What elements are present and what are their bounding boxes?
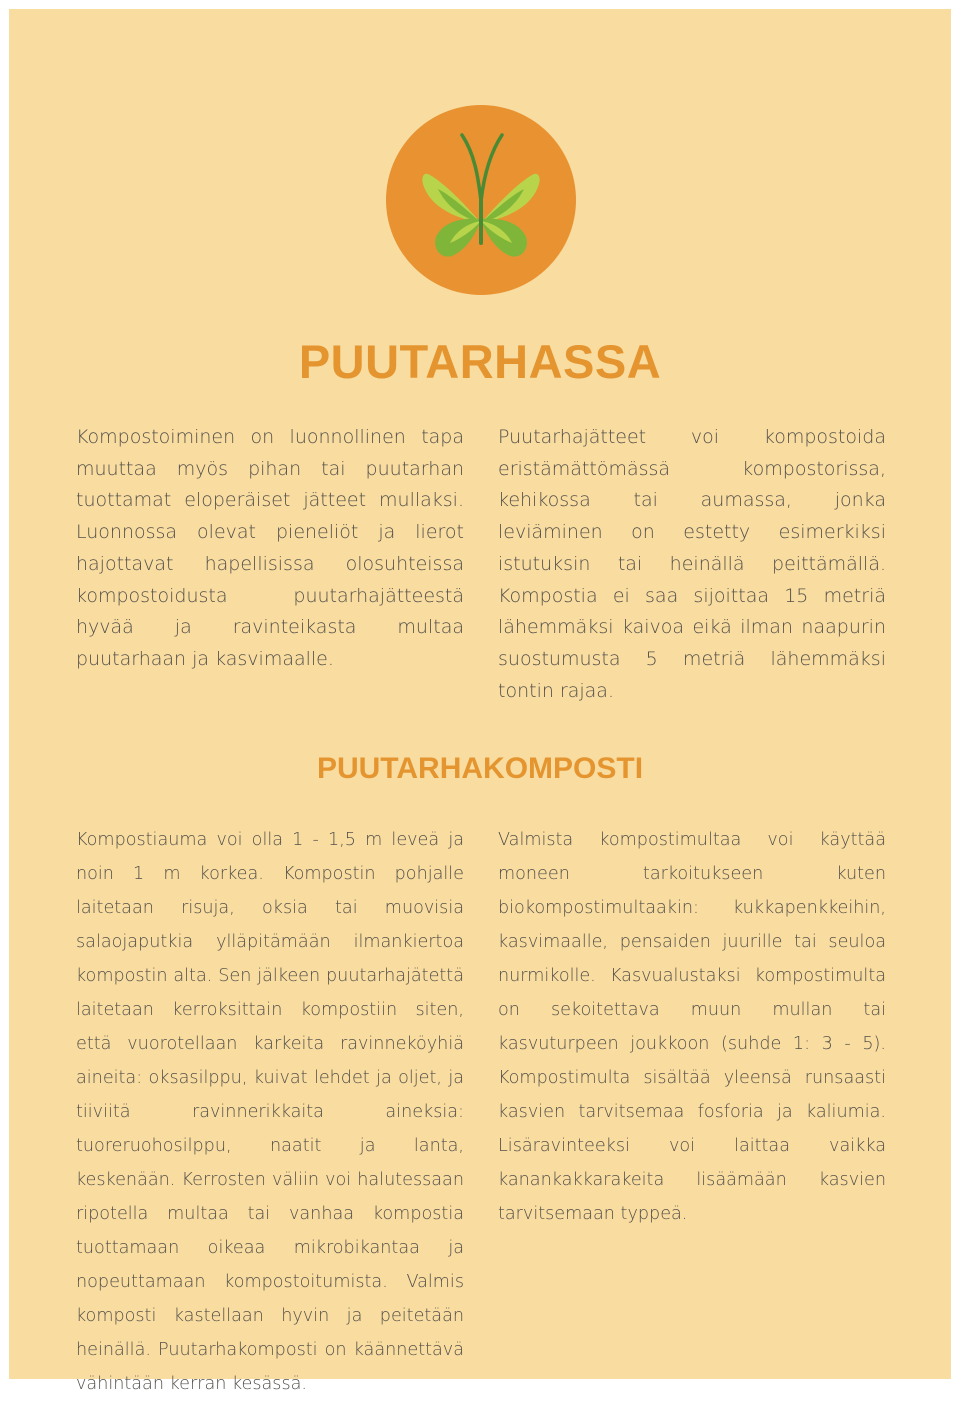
intro-left-column: [76, 422, 464, 676]
intro-left-paragraph: Kompostoiminen on luonnollinen tapa muuttaa myös pihan tai puutarhan tuottamat eloperäiset jätteet mullaksi. Luonnossa olevat pieneliöt ja lierot hajottavat hapellisissa olosuhteissa kompostoidusta puutarhajätteestä hyvää ja ravinteikasta multaa puutarhaan ja kasvimaalle.: [76, 426, 464, 670]
section-title: PUUTARHAKOMPOSTI: [316, 752, 644, 785]
logo-butterfly: [386, 105, 576, 295]
intro-right-column: [498, 422, 886, 707]
body-left-paragraph: Kompostiauma voi olla 1 - 1,5 m leveä ja noin 1 m korkea. Kompostin pohjalle laitetaan risuja, oksia tai muovisia salaojaputkia ylläpitämään ilmankiertoa kompostin alta. Sen jälkeen puutarhajätettä laitetaan kerroksittain kompostiin siten, että vuorotellaan karkeita ravinneköyhiä aineita: oksasilppu, kuivat lehdet ja oljet, ja tiiviitä ravinnerikkaita aineksia: tuoreruohosilppu, naatit ja lanta, keskenään. Kerrosten väliin voi halutessaan ripotella multaa tai vanhaa kompostia tuottamaan oikeaa mikrobikantaa ja nopeuttamaan kompostoitumista. Valmis komposti kastellaan hyvin ja peitetään heinällä. Puutarhakomposti on käännettävä vähintään kerran kesässä.: [76, 830, 464, 1394]
butterfly-icon: [386, 105, 576, 295]
body-left-column: [76, 823, 464, 1401]
intro-right-paragraph: Puutarhajätteet voi kompostoida eristämättömässä kompostorissa, kehikossa tai aumassa, jonka leviäminen on estetty esimerkiksi istutuksin tai heinällä peittämällä. Kompostia ei saa sijoittaa 15 metriä lähemmäksi kaivoa eikä ilman naapurin suostumusta 5 metriä lähemmäksi tontin rajaa.: [498, 426, 886, 702]
page-title: PUUTARHASSA: [298, 335, 662, 388]
body-right-paragraph: Valmista kompostimultaa voi käyttää moneen tarkoitukseen kuten biokompostimultaakin: kukkapenkkeihin, kasvimaalle, pensaiden juurille tai seuloa nurmikolle. Kasvualustaksi kompostimulta on sekoitettava muun mullan tai kasvuturpeen joukkoon (suhde 1: 3 - 5). Kompostimulta sisältää yleensä runsaasti kasvien tarvitsemaa fosforia ja kaliumia. Lisäravinteeksi voi laittaa vaikka kanankakkarakeita lisäämään kasvien tarvitsemaan typpeä.: [498, 830, 886, 1224]
body-right-column: [498, 823, 886, 1231]
